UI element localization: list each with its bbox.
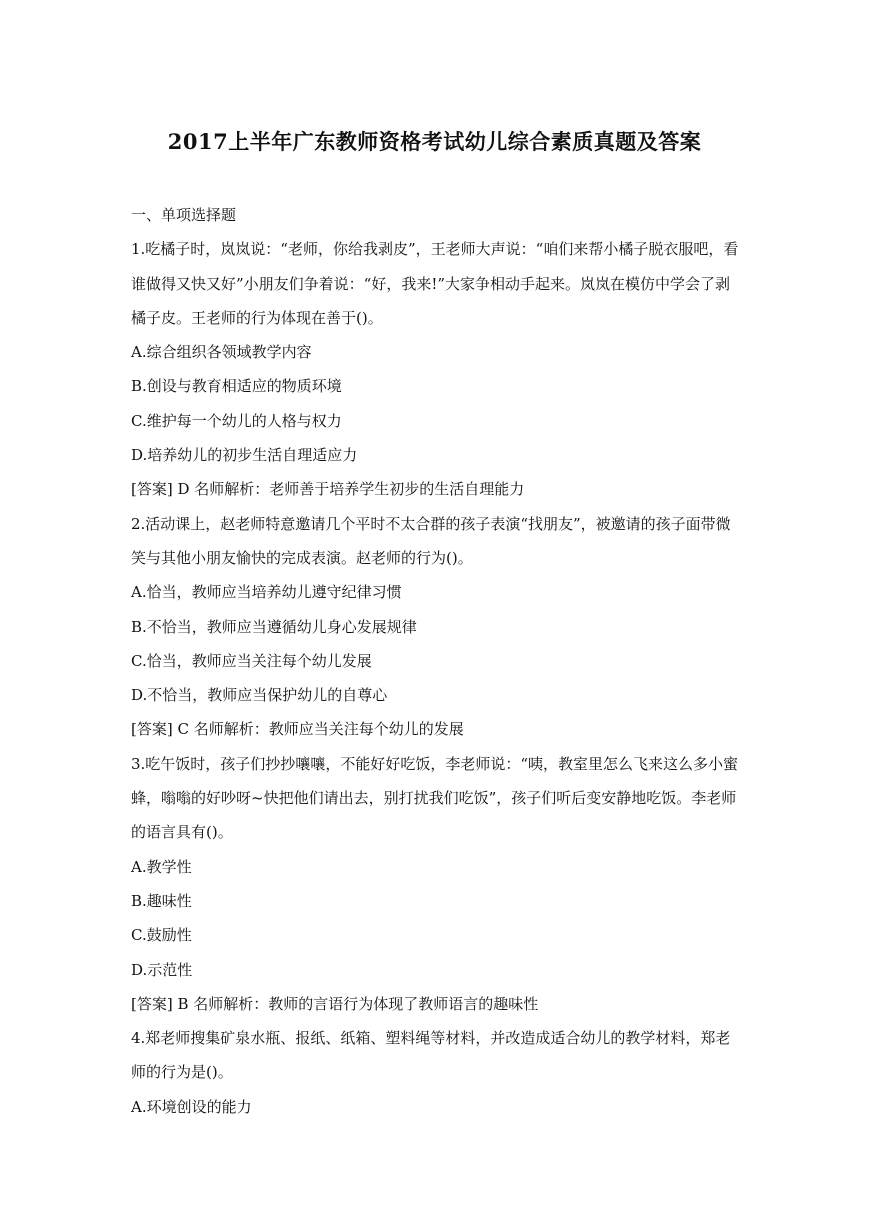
question-2-option-c: C.恰当，教师应当关注每个幼儿发展 bbox=[131, 651, 372, 670]
question-1-option-d: D.培养幼儿的初步生活自理适应力 bbox=[131, 446, 358, 465]
question-3-option-a: A.教学性 bbox=[131, 857, 192, 876]
question-2-stem: 2.活动课上，赵老师特意邀请几个平时不太合群的孩子表演“找朋友”，被邀请的孩子面带微笑与其他小朋友愉快的完成表演。赵老师的行为()。 bbox=[131, 514, 731, 567]
question-1-option-a: A.综合组织各领域教学内容 bbox=[131, 343, 312, 362]
question-2-answer: [答案] C 名师解析：教师应当关注每个幼儿的发展 bbox=[131, 720, 464, 739]
section-heading: 一、单项选择题 bbox=[131, 206, 237, 224]
document-body bbox=[131, 198, 741, 1124]
question-2-option-a: A.恰当，教师应当培养幼儿遵守纪律习惯 bbox=[131, 583, 402, 602]
question-3-stem: 3.吃午饭时，孩子们抄抄嚷嚷，不能好好吃饭，李老师说：“咦，教室里怎么飞来这么多小蜜蜂，嗡嗡的好吵呀~快把他们请出去，别打扰我们吃饭”，孩子们听后变安静地吃饭。李老师的语言具有()。 bbox=[131, 754, 738, 842]
question-1-stem: 1.吃橘子时，岚岚说：“老师，你给我剥皮”，王老师大声说：“咱们来帮小橘子脱衣服吧，看谁做得又快又好”小朋友们争着说：“好，我来!”大家争相动手起来。岚岚在模仿中学会了剥橘子皮。王老师的行为体现在善于()。 bbox=[131, 240, 739, 327]
question-1-answer: [答案] D 名师解析：老师善于培养学生初步的生活自理能力 bbox=[131, 480, 525, 499]
question-3-option-d: D.示范性 bbox=[131, 960, 193, 979]
question-4-stem: 4.郑老师搜集矿泉水瓶、报纸、纸箱、塑料绳等材料，并改造成适合幼儿的教学材料，郑老师的行为是()。 bbox=[131, 1029, 731, 1082]
question-3-option-c: C.鼓励性 bbox=[131, 926, 192, 945]
question-1-option-b: B.创设与教育相适应的物质环境 bbox=[131, 377, 342, 396]
question-2-option-d: D.不恰当，教师应当保护幼儿的自尊心 bbox=[131, 686, 388, 705]
document-title: 2017上半年广东教师资格考试幼儿综合素质真题及答案 bbox=[167, 129, 702, 155]
question-2-option-b: B.不恰当，教师应当遵循幼儿身心发展规律 bbox=[131, 617, 417, 636]
question-4-option-a: A.环境创设的能力 bbox=[131, 1097, 252, 1116]
question-1-option-c: C.维护每一个幼儿的人格与权力 bbox=[131, 411, 342, 430]
question-3-option-b: B.趣味性 bbox=[131, 891, 192, 910]
question-3-answer: [答案] B 名师解析：教师的言语行为体现了教师语言的趣味性 bbox=[131, 994, 539, 1013]
